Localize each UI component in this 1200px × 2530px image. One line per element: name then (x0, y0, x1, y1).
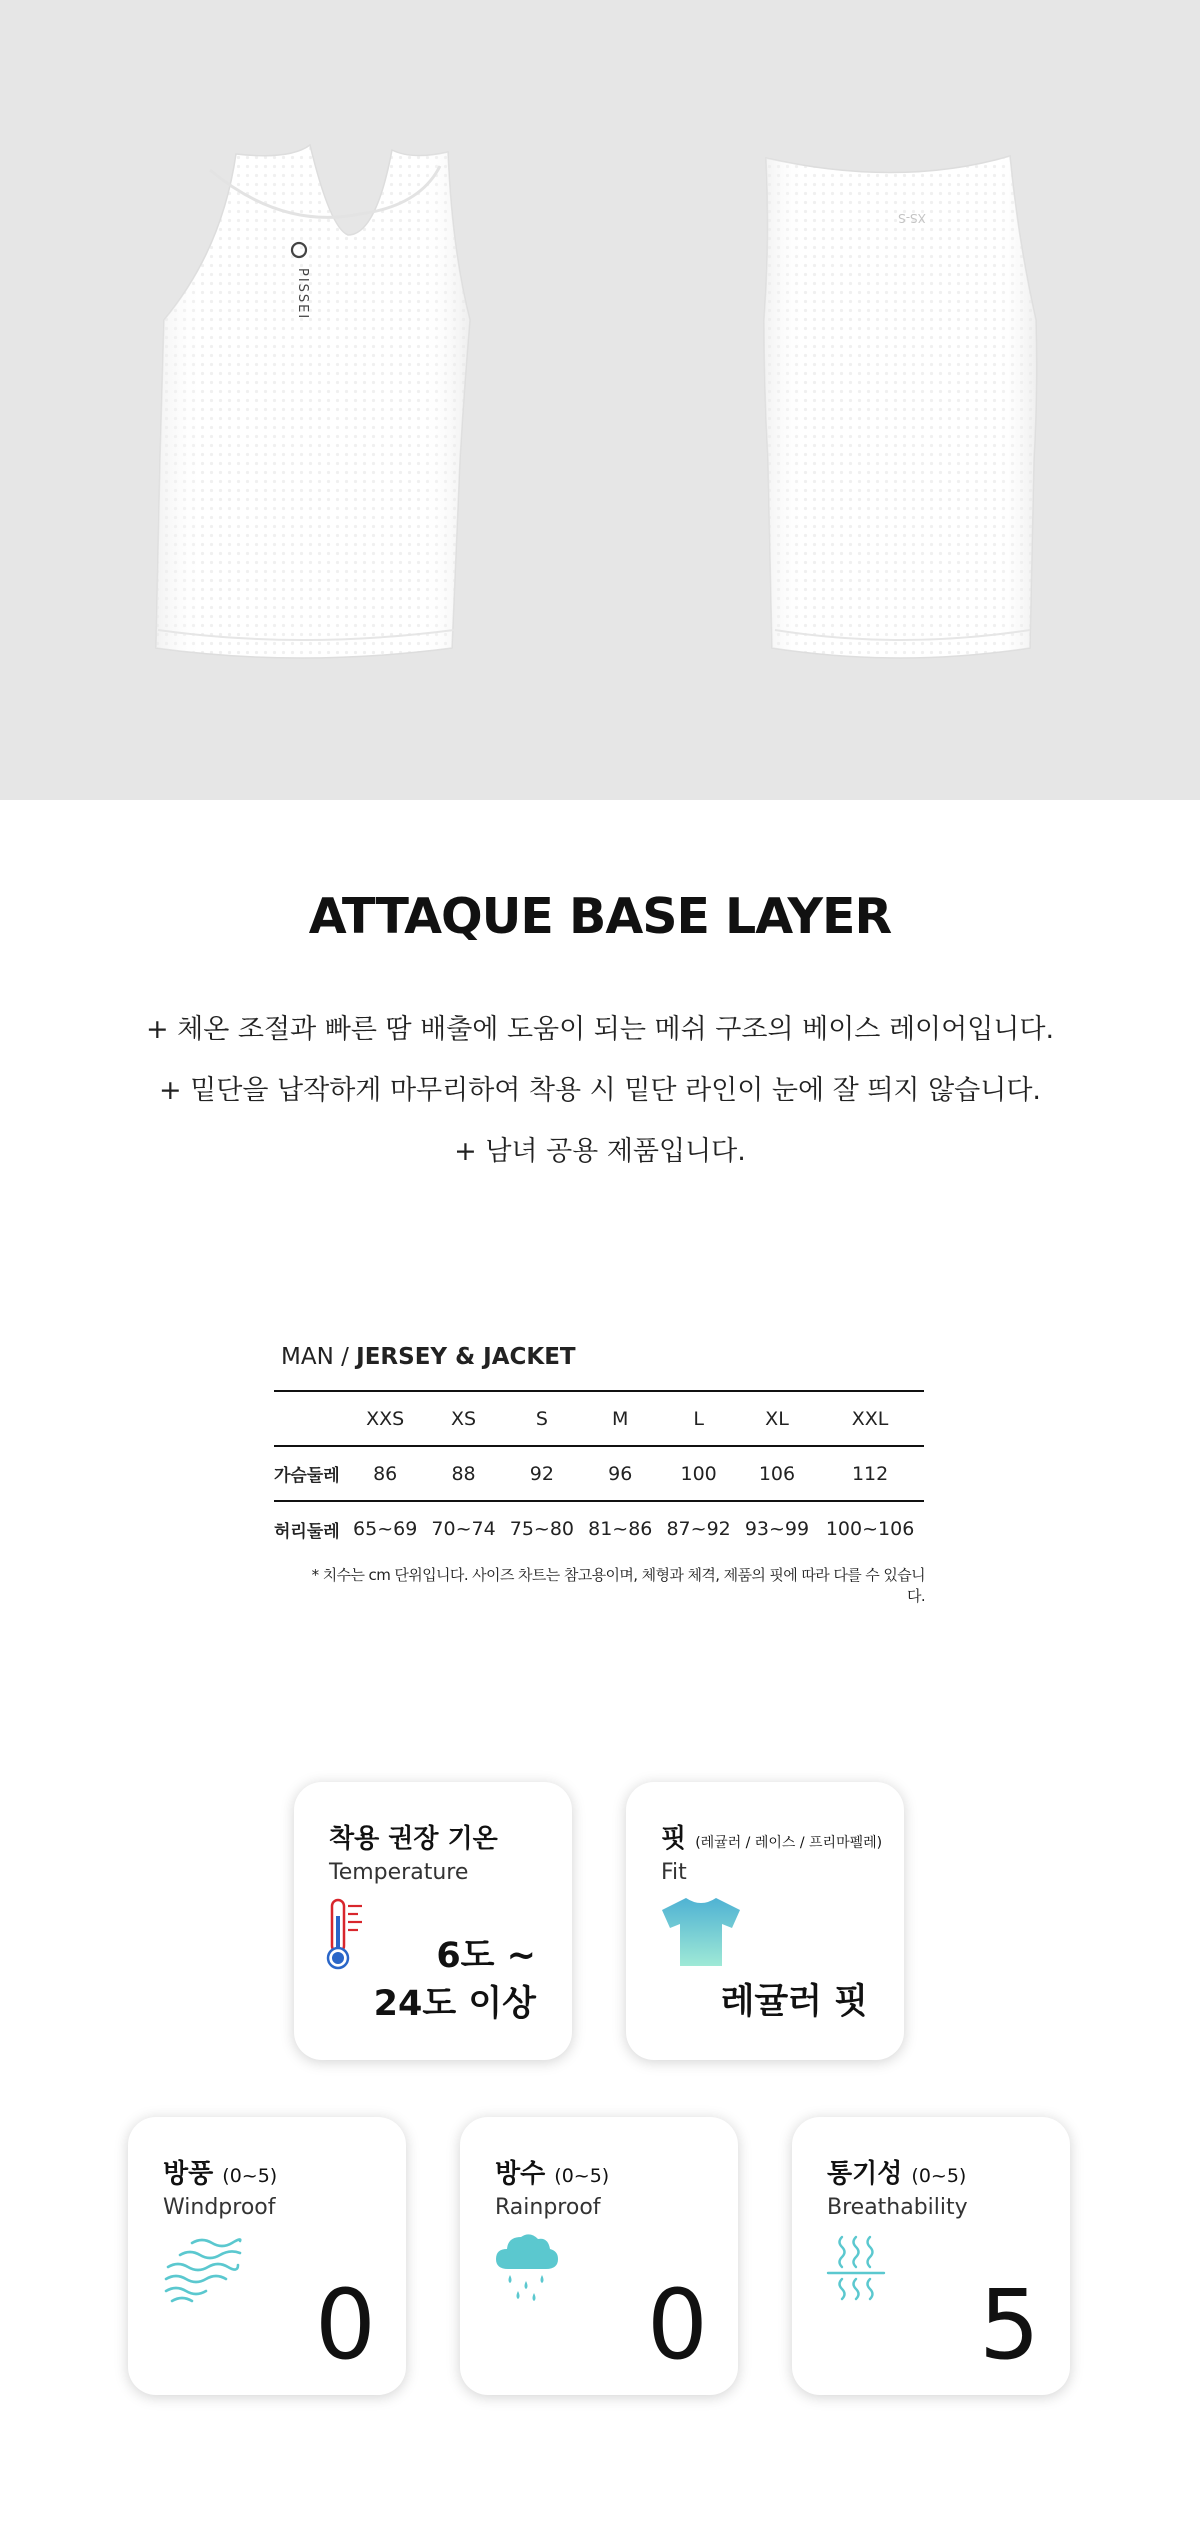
back-size-tag: XS-S (898, 211, 926, 225)
product-photo (0, 0, 1200, 800)
size-category-prefix: MAN / (281, 1344, 357, 1370)
table-cell: 106 (758, 1462, 796, 1485)
fit-subtitle: Fit (661, 1860, 687, 1885)
rainproof-title (495, 2153, 609, 2190)
size-col-header: XS (451, 1407, 477, 1430)
waist-row (274, 1501, 924, 1556)
fit-title-label: 핏 (661, 1824, 687, 1854)
description-line-2: + 밑단을 납작하게 마무리하여 착용 시 밑단 라인이 눈에 잘 띄지 않습니다. (159, 1075, 1041, 1106)
size-chart-note: * 치수는 cm 단위입니다. 사이즈 차트는 참고용이며, 체형과 체격, 제품의 핏에 따라 다를 수 있습니다. (311, 1566, 925, 1605)
windproof-scale: (0~5) (222, 2165, 278, 2187)
front-view-tank (156, 145, 470, 658)
breathability-scale: (0~5) (911, 2165, 967, 2187)
size-col-header: XXS (366, 1407, 405, 1430)
wind-icon (162, 2235, 244, 2305)
table-cell: 70~74 (431, 1518, 496, 1540)
table-cell: 93~99 (744, 1518, 810, 1540)
windproof-title-label: 방풍 (163, 2159, 214, 2189)
description-line-3: + 남녀 공용 제품입니다. (454, 1136, 746, 1167)
product-hero-image (0, 0, 1200, 800)
table-cell: 87~92 (666, 1518, 731, 1540)
temperature-value-max: 24도 이상 (373, 1984, 536, 2024)
breathability-value: 5 (978, 2269, 1040, 2381)
rainproof-subtitle: Rainproof (495, 2195, 601, 2220)
size-category: JERSEY & JACKET (356, 1344, 576, 1370)
size-col-header: L (693, 1407, 704, 1430)
temperature-subtitle: Temperature (329, 1860, 469, 1885)
breathability-title-label: 통기성 (827, 2159, 903, 2189)
table-cell: 75~80 (509, 1518, 575, 1540)
table-cell: 92 (529, 1462, 554, 1485)
rain-cloud-icon (494, 2229, 560, 2307)
rainproof-scale: (0~5) (554, 2165, 610, 2187)
windproof-card (128, 2117, 406, 2395)
tshirt-icon (660, 1896, 742, 1968)
product-title: ATTAQUE BASE LAYER (308, 888, 892, 945)
table-cell: 112 (851, 1462, 889, 1485)
fit-value: 레귤러 핏 (720, 1982, 868, 2022)
temperature-value-min: 6도 ~ (436, 1936, 536, 1976)
table-cell: 65~69 (353, 1518, 418, 1540)
table-cell: 86 (373, 1462, 398, 1485)
table-cell: 88 (451, 1462, 476, 1485)
breathability-title (827, 2153, 966, 2190)
thermometer-icon (326, 1898, 376, 1972)
description-line-1: + 체온 조절과 빠른 땀 배출에 도움이 되는 메쉬 구조의 베이스 레이어입니다. (145, 1014, 1055, 1045)
fit-title (661, 1818, 882, 1855)
fit-card (626, 1782, 904, 2060)
breathability-subtitle: Breathability (827, 2195, 968, 2220)
table-cell: 100 (680, 1462, 717, 1485)
windproof-subtitle: Windproof (163, 2195, 276, 2220)
rainproof-title-label: 방수 (495, 2159, 546, 2189)
corner-cell (274, 1391, 346, 1446)
temperature-card (294, 1782, 572, 2060)
table-cell: 81~86 (588, 1518, 653, 1540)
breath-icon (826, 2233, 886, 2307)
size-chart-heading (281, 1344, 576, 1370)
size-header-row (274, 1391, 924, 1446)
size-chart-table (274, 1390, 924, 1556)
fit-options: (레귤러 / 레이스 / 프리마펠레) (695, 1835, 883, 1851)
temperature-title: 착용 권장 기온 (329, 1824, 498, 1854)
chest-row (274, 1446, 924, 1501)
rainproof-card (460, 2117, 738, 2395)
row-label: 가슴둘레 (274, 1466, 340, 1486)
size-col-header: M (612, 1407, 629, 1430)
rainproof-value: 0 (646, 2269, 708, 2381)
row-label: 허리둘레 (274, 1521, 340, 1542)
table-cell: 100~106 (825, 1518, 915, 1540)
breathability-card (792, 2117, 1070, 2395)
windproof-title (163, 2153, 277, 2190)
size-col-header: XXL (851, 1407, 889, 1430)
table-cell: 96 (608, 1462, 633, 1485)
back-view-tank (764, 156, 1037, 658)
size-col-header: XL (765, 1407, 789, 1430)
windproof-value: 0 (314, 2269, 376, 2381)
logo-text: PISSEI (295, 268, 310, 321)
size-col-header: S (535, 1407, 548, 1430)
